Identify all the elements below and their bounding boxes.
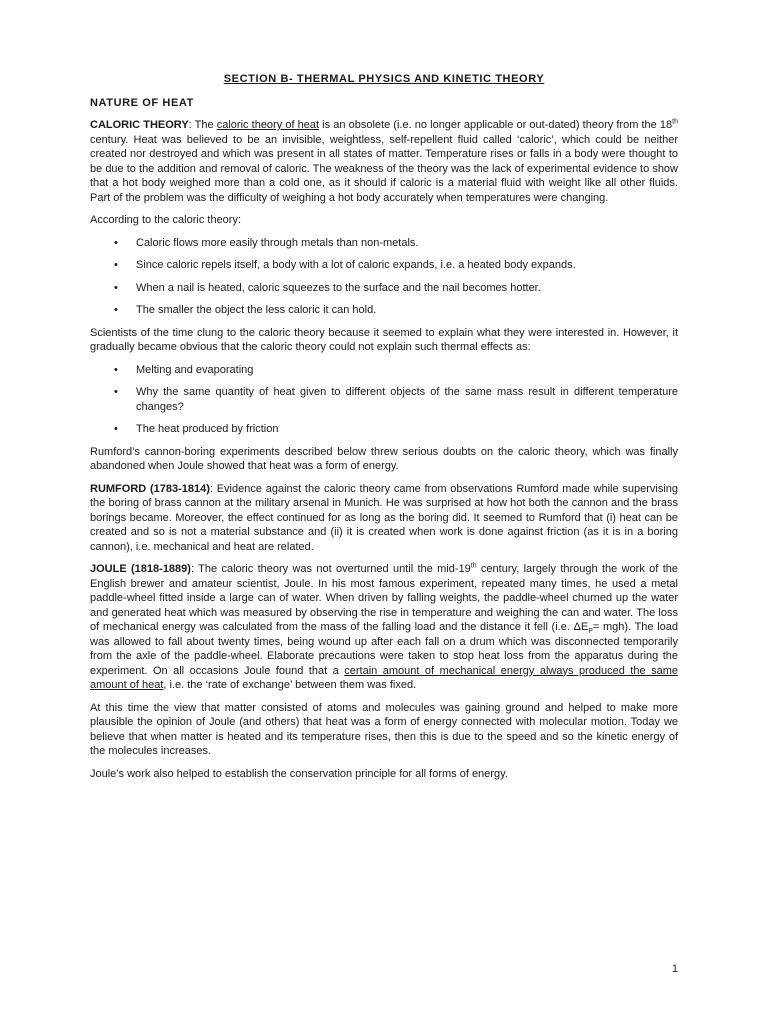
caloric-text-3: century. Heat was believed to be an invisible, weightless, self-repellent fluid called ‘caloric’, which could be neither created nor destroyed and which was present in all states of matter. Temperature rises or falls in a body were thought to be due to the addition and removal of caloric. The weakness of the theory was the lack of experimental evidence to show that a hot body weighed more than a cold one, as it should if caloric is a material fluid with weight like all other fluids. Part of the problem was the difficulty of weighing a hot body accurately when temperatures were changing.	[90, 133, 678, 204]
list-item: • Why the same quantity of heat given to different objects of the same mass result in different temperature changes?	[90, 385, 678, 414]
joule-paragraph	[90, 562, 678, 693]
caloric-theory-label: CALORIC THEORY	[90, 119, 189, 131]
scientists-paragraph: Scientists of the time clung to the caloric theory because it seemed to explain what they were interested in. However, it gradually became obvious that the caloric theory could not explain such thermal effects as:	[90, 326, 678, 353]
unexplained-effects-list	[90, 363, 678, 437]
list-item: • Since caloric repels itself, a body with a lot of caloric expands, i.e. a heated body expands.	[90, 258, 678, 273]
caloric-theory-paragraph	[90, 118, 678, 205]
conservation-paragraph: Joule’s work also helped to establish the conservation principle for all forms of energy.	[90, 767, 508, 780]
caloric-text-1: : The	[188, 119, 217, 131]
joule-text-3: = mgh). The load was allowed to fall about twenty times, being wound up after each fall on a drum which was disconnected temporarily from the axle of the paddle-wheel. Elaborate precautions were taken to stop heat loss from the apparatus during the experiment. On all occasions Joule found that a	[90, 621, 679, 677]
joule-superscript: th	[470, 562, 477, 570]
list-item: • The smaller the object the less caloric it can hold.	[90, 303, 678, 318]
section-heading: NATURE OF HEAT	[90, 96, 194, 109]
rumford-intro-paragraph: Rumford’s cannon-boring experiments described below threw serious doubts on the caloric theory, which was finally abandoned when Joule showed that heat was a form of energy.	[90, 445, 678, 472]
page-content	[90, 72, 678, 789]
list-item: • Caloric flows more easily through metals than non-metals.	[90, 236, 678, 251]
atoms-paragraph: At this time the view that matter consisted of atoms and molecules was gaining ground and helped to make more plausible the opinion of Joule (and others) that heat was a form of energy connected with molecular motion. Today we believe that when matter is heated and its temperature rises, then this is due to the speed and so the kinetic energy of the molecules increases.	[90, 701, 678, 757]
caloric-theory-link[interactable]: caloric theory of heat	[216, 119, 320, 131]
rumford-label: RUMFORD (1783-1814)	[90, 482, 210, 495]
joule-text-1: : The caloric theory was not overturned until the mid-19	[190, 563, 471, 575]
list-item: • When a nail is heated, caloric squeezes to the surface and the nail becomes hotter.	[90, 281, 678, 296]
list-item: • The heat produced by friction	[90, 422, 678, 437]
joule-subscript: P	[588, 628, 593, 636]
joule-underlined-text: certain amount of mechanical energy always produced the same amount of heat	[90, 664, 678, 691]
rumford-text: : Evidence against the caloric theory came from observations Rumford made while supervising the boring of brass cannon at the military arsenal in Munich. He was surprised at how hot both the cannon and the brass borings became. Moreover, the effect continued for as long as the boring did. It seemed to Rumford that (i) heat can be created and so is not a material substance and (ii) it is created when work is done against friction (as it is in a boring cannon), i.e. mechanical and heat are related.	[90, 482, 678, 553]
caloric-text-2: is an obsolete (i.e. no longer applicable or out-dated) theory from the 18	[319, 119, 673, 131]
rumford-paragraph	[90, 482, 678, 555]
joule-label: JOULE (1818-1889)	[90, 563, 191, 575]
section-title: SECTION B- THERMAL PHYSICS AND KINETIC THEORY	[223, 73, 545, 85]
caloric-claims-list	[90, 236, 678, 318]
list-item: • Melting and evaporating	[90, 363, 678, 378]
joule-text-4: , i.e. the ‘rate of exchange’ between them was fixed.	[163, 679, 417, 691]
joule-text-2: century, largely through the work of the English brewer and amateur scientist, Joule. In his most famous experiment, repeated many times, he used a metal paddle-wheel fitted inside a large can of water. When driven by falling weights, the paddle-wheel churned up the water and generated heat which was measured by observing the rise in temperature and weighing the can and water. The loss of mechanical energy was calculated from the mass of the falling load and the distance it fell (i.e. ΔE	[90, 563, 678, 633]
caloric-superscript: th	[672, 118, 678, 126]
according-paragraph: According to the caloric theory:	[90, 214, 242, 226]
page-number: 1	[671, 963, 678, 975]
